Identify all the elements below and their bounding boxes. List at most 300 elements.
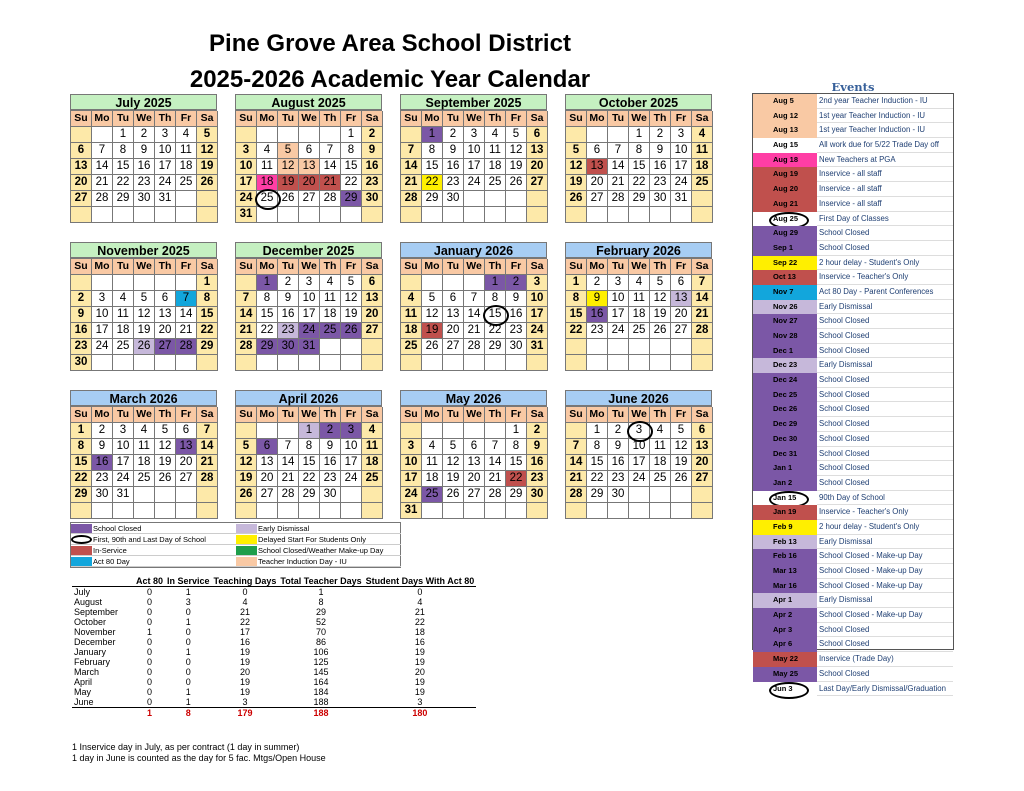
day-cell: 16: [92, 455, 113, 471]
weekday-label: Sa: [527, 111, 548, 127]
event-row: [753, 241, 953, 256]
stats-cell: 0: [185, 627, 191, 637]
day-cell: 7: [464, 291, 485, 307]
day-cell: 16: [527, 455, 548, 471]
empty-cell: [443, 207, 464, 223]
day-cell: 15: [422, 159, 443, 175]
day-cell: 14: [485, 455, 506, 471]
empty-cell: [134, 275, 155, 291]
empty-cell: [278, 207, 299, 223]
event-row: [753, 153, 953, 168]
day-cell: 7: [320, 143, 341, 159]
stats-cell: 0: [147, 587, 153, 597]
day-cell: 22: [629, 175, 650, 191]
event-row: [753, 226, 953, 241]
day-cell: 21: [566, 471, 587, 487]
weekday-label: Sa: [527, 259, 548, 275]
legend-swatch: [236, 546, 257, 555]
day-cell: 2: [587, 275, 608, 291]
day-cell: 2: [92, 423, 113, 439]
empty-cell: [650, 503, 671, 519]
day-cell: 31: [527, 339, 548, 355]
day-cell: 17: [113, 455, 134, 471]
day-cell: 15: [197, 307, 218, 323]
day-cell: 15: [299, 455, 320, 471]
stats-cell: 29: [316, 607, 327, 617]
month-may-2026: [400, 390, 547, 519]
day-cell: 5: [650, 275, 671, 291]
day-cell: 25: [257, 191, 278, 207]
empty-cell: [485, 355, 506, 371]
day-cell: 25: [692, 175, 713, 191]
day-cell: 31: [671, 191, 692, 207]
event-date: Nov 26: [753, 300, 817, 315]
empty-cell: [341, 487, 362, 503]
day-cell: 31: [236, 207, 257, 223]
day-cell: 11: [692, 143, 713, 159]
weekday-label: Sa: [362, 407, 383, 423]
empty-cell: [464, 423, 485, 439]
event-row: [753, 549, 953, 564]
month-january-2026: [400, 242, 547, 371]
day-cell: 9: [506, 291, 527, 307]
day-cell: 20: [155, 323, 176, 339]
day-cell: 20: [71, 175, 92, 191]
day-cell: 13: [299, 159, 320, 175]
day-cell: 9: [608, 439, 629, 455]
event-row: [753, 476, 953, 491]
day-cell: 14: [92, 159, 113, 175]
day-cell: 11: [362, 439, 383, 455]
stats-cell: 70: [316, 627, 327, 637]
day-cell: 27: [362, 323, 383, 339]
day-cell: 23: [134, 175, 155, 191]
stats-cell: 17: [239, 627, 250, 637]
day-cell: 28: [485, 487, 506, 503]
stats-cell: 0: [147, 597, 153, 607]
stats-cell: 1: [318, 587, 324, 597]
day-cell: 23: [587, 323, 608, 339]
event-row: [753, 388, 953, 403]
day-cell: 14: [464, 307, 485, 323]
day-cell: 29: [587, 487, 608, 503]
weekday-label: Su: [566, 259, 587, 275]
month-november-2025: [70, 242, 217, 371]
weekday-label: We: [134, 259, 155, 275]
month-march-2026: [70, 390, 217, 519]
day-cell: 24: [155, 175, 176, 191]
weekday-label: Su: [401, 259, 422, 275]
day-cell: 16: [362, 159, 383, 175]
event-description: School Closed - Make-up Day: [817, 608, 953, 623]
empty-cell: [257, 355, 278, 371]
event-date: Nov 27: [753, 314, 817, 329]
empty-cell: [92, 275, 113, 291]
legend-item: [236, 545, 401, 556]
empty-cell: [443, 355, 464, 371]
day-cell: 3: [113, 423, 134, 439]
day-cell: 10: [527, 291, 548, 307]
empty-cell: [320, 355, 341, 371]
stats-cell: June: [72, 697, 134, 708]
empty-cell: [506, 191, 527, 207]
weekday-label: We: [464, 111, 485, 127]
weekday-label: Tu: [278, 407, 299, 423]
legend-label: School Closed: [93, 523, 142, 533]
weekday-label: Th: [485, 407, 506, 423]
day-cell: 21: [485, 471, 506, 487]
event-row: [753, 667, 953, 682]
event-description: School Closed: [817, 476, 953, 491]
table-row: [72, 607, 476, 617]
stats-cell: 164: [313, 677, 329, 687]
day-cell: 24: [92, 339, 113, 355]
day-cell: 11: [134, 439, 155, 455]
day-cell: 21: [608, 175, 629, 191]
day-cell: 14: [176, 307, 197, 323]
day-cell: 22: [587, 471, 608, 487]
day-cell: 9: [650, 143, 671, 159]
day-cell: 8: [299, 439, 320, 455]
stats-header: In Service: [167, 576, 210, 586]
day-cell: 8: [341, 143, 362, 159]
empty-cell: [464, 275, 485, 291]
day-cell: 26: [566, 191, 587, 207]
day-cell: 22: [113, 175, 134, 191]
empty-cell: [257, 127, 278, 143]
day-cell: 1: [299, 423, 320, 439]
weekday-label: Fr: [341, 407, 362, 423]
empty-cell: [176, 207, 197, 223]
day-cell: 29: [422, 191, 443, 207]
day-cell: 8: [506, 439, 527, 455]
day-cell: 3: [671, 127, 692, 143]
empty-cell: [236, 423, 257, 439]
day-cell: 14: [197, 439, 218, 455]
weekday-label: Th: [650, 259, 671, 275]
weekday-label: Tu: [608, 111, 629, 127]
weekday-label: Tu: [608, 407, 629, 423]
day-cell: 3: [155, 127, 176, 143]
stats-cell: 0: [147, 677, 153, 687]
event-date: Dec 29: [753, 417, 817, 432]
day-cell: 6: [443, 291, 464, 307]
event-row: [753, 447, 953, 462]
event-date: Dec 24: [753, 373, 817, 388]
day-cell: 25: [629, 323, 650, 339]
event-description: New Teachers at PGA: [817, 153, 953, 168]
day-cell: 18: [257, 175, 278, 191]
stats-cell: 3: [364, 697, 477, 708]
empty-cell: [401, 275, 422, 291]
day-cell: 19: [197, 159, 218, 175]
empty-cell: [236, 127, 257, 143]
event-date: Dec 25: [753, 388, 817, 403]
stats-header: Teaching Days: [213, 576, 277, 586]
day-cell: 12: [506, 143, 527, 159]
event-date: Aug 29: [753, 226, 817, 241]
stats-cell: 1: [185, 647, 191, 657]
event-date: Dec 1: [753, 344, 817, 359]
day-cell: 22: [341, 175, 362, 191]
day-cell: 29: [299, 487, 320, 503]
event-description: Early Dismissal: [817, 300, 953, 315]
day-cell: 25: [134, 471, 155, 487]
day-cell: 19: [341, 307, 362, 323]
day-cell: 17: [464, 159, 485, 175]
empty-cell: [71, 503, 92, 519]
day-cell: 10: [629, 439, 650, 455]
event-date: Sep 1: [753, 241, 817, 256]
day-cell: 10: [401, 455, 422, 471]
event-description: Early Dismissal: [817, 358, 953, 373]
event-description: School Closed: [817, 447, 953, 462]
day-cell: 22: [422, 175, 443, 191]
day-cell: 10: [92, 307, 113, 323]
stats-cell: March: [74, 667, 100, 677]
day-cell: 13: [71, 159, 92, 175]
day-cell: 8: [629, 143, 650, 159]
day-cell: 29: [257, 339, 278, 355]
empty-cell: [113, 275, 134, 291]
day-cell: 1: [629, 127, 650, 143]
stats-cell: 0: [147, 607, 153, 617]
empty-cell: [401, 423, 422, 439]
event-row: [753, 637, 953, 652]
day-cell: 26: [197, 175, 218, 191]
day-cell: 6: [362, 275, 383, 291]
empty-cell: [422, 503, 443, 519]
legend-item: [71, 523, 236, 534]
day-cell: 15: [566, 307, 587, 323]
month-title: May 2026: [400, 390, 547, 406]
day-cell: 20: [362, 307, 383, 323]
empty-cell: [443, 503, 464, 519]
stats-cell: 0: [147, 637, 153, 647]
legend-swatch: [71, 535, 92, 544]
empty-cell: [629, 487, 650, 503]
month-title: April 2026: [235, 390, 382, 406]
day-cell: 21: [236, 323, 257, 339]
day-cell: 30: [71, 355, 92, 371]
day-cell: 8: [422, 143, 443, 159]
empty-cell: [608, 127, 629, 143]
empty-cell: [587, 207, 608, 223]
event-description: Inservice - all staff: [817, 197, 953, 212]
stats-cell: 0: [185, 657, 191, 667]
day-cell: 2: [278, 275, 299, 291]
weekday-label: We: [299, 111, 320, 127]
day-cell: 20: [299, 175, 320, 191]
empty-cell: [71, 207, 92, 223]
legend-item: [236, 534, 401, 545]
day-cell: 24: [341, 471, 362, 487]
day-cell: 16: [134, 159, 155, 175]
day-cell: 8: [587, 439, 608, 455]
month-title: October 2025: [565, 94, 712, 110]
stats-cell: 1: [165, 697, 212, 708]
event-row: [753, 358, 953, 373]
stats-cell: July: [74, 587, 91, 597]
month-april-2026: [235, 390, 382, 519]
empty-cell: [692, 339, 713, 355]
day-cell: 20: [464, 471, 485, 487]
empty-cell: [299, 503, 320, 519]
day-cell: 9: [134, 143, 155, 159]
weekday-label: Su: [71, 259, 92, 275]
day-count-table: [72, 576, 476, 718]
day-cell: 13: [587, 159, 608, 175]
empty-cell: [113, 503, 134, 519]
month-september-2025: [400, 94, 547, 223]
event-date: Jan 1: [753, 461, 817, 476]
event-row: [753, 138, 953, 153]
stats-cell: 21: [414, 607, 425, 617]
total-cell: 180: [412, 708, 428, 718]
stats-header: [72, 576, 134, 587]
day-cell: 11: [257, 159, 278, 175]
weekday-label: Mo: [257, 111, 278, 127]
weekday-label: Fr: [506, 111, 527, 127]
weekday-label: Sa: [362, 259, 383, 275]
legend-item: [71, 545, 236, 556]
day-cell: 19: [236, 471, 257, 487]
weekday-label: Th: [650, 407, 671, 423]
day-cell: 10: [155, 143, 176, 159]
month-title: November 2025: [70, 242, 217, 258]
legend-item: [236, 523, 401, 534]
weekday-label: Su: [236, 111, 257, 127]
event-description: Inservice - all staff: [817, 182, 953, 197]
weekday-label: Mo: [92, 407, 113, 423]
day-cell: 10: [236, 159, 257, 175]
day-cell: 13: [464, 455, 485, 471]
legend-swatch: [236, 557, 257, 566]
event-row: [753, 329, 953, 344]
day-cell: 15: [587, 455, 608, 471]
event-row: [753, 432, 953, 447]
weekday-label: Su: [401, 407, 422, 423]
stats-cell: 19: [414, 647, 425, 657]
table-row: [72, 687, 476, 697]
day-cell: 20: [671, 307, 692, 323]
event-date: Aug 15: [773, 140, 799, 150]
day-cell: 19: [671, 455, 692, 471]
event-date: May 22: [753, 652, 817, 667]
empty-cell: [299, 127, 320, 143]
day-cell: 22: [566, 323, 587, 339]
empty-cell: [692, 207, 713, 223]
day-cell: 14: [401, 159, 422, 175]
day-cell: 12: [422, 307, 443, 323]
legend-item: [71, 534, 236, 545]
stats-cell: 3: [185, 597, 191, 607]
day-cell: 6: [527, 127, 548, 143]
day-cell: 16: [587, 307, 608, 323]
stats-cell: 0: [134, 697, 165, 708]
event-description: Inservice (Trade Day): [817, 652, 953, 667]
empty-cell: [527, 207, 548, 223]
event-description: 2nd year Teacher Induction - IU: [817, 94, 953, 109]
day-cell: 20: [587, 175, 608, 191]
month-title: February 2026: [565, 242, 712, 258]
day-cell: 29: [485, 339, 506, 355]
day-cell: 28: [401, 191, 422, 207]
stats-cell: 0: [147, 657, 153, 667]
empty-cell: [341, 503, 362, 519]
stats-cell: April: [74, 677, 93, 687]
weekday-label: Tu: [443, 259, 464, 275]
empty-cell: [341, 355, 362, 371]
empty-cell: [176, 487, 197, 503]
day-cell: 8: [257, 291, 278, 307]
day-cell: 24: [629, 471, 650, 487]
day-cell: 20: [257, 471, 278, 487]
day-cell: 30: [608, 487, 629, 503]
day-cell: 1: [257, 275, 278, 291]
event-row: [753, 197, 953, 212]
weekday-label: We: [629, 111, 650, 127]
event-row: [753, 623, 953, 638]
day-cell: 4: [692, 127, 713, 143]
day-cell: 7: [566, 439, 587, 455]
stats-cell: 19: [414, 677, 425, 687]
day-cell: 15: [113, 159, 134, 175]
empty-cell: [692, 191, 713, 207]
legend-label: Delayed Start For Students Only: [258, 534, 366, 544]
weekday-label: Tu: [113, 259, 134, 275]
day-cell: 28: [566, 487, 587, 503]
stats-cell: 145: [313, 667, 329, 677]
empty-cell: [92, 207, 113, 223]
day-cell: 28: [92, 191, 113, 207]
stats-cell: 1: [147, 627, 153, 637]
day-cell: 4: [485, 127, 506, 143]
weekday-label: Th: [155, 259, 176, 275]
day-cell: 2: [362, 127, 383, 143]
day-cell: 31: [299, 339, 320, 355]
event-row: [753, 652, 953, 667]
stats-cell: 0: [185, 607, 191, 617]
day-cell: 25: [422, 487, 443, 503]
weekday-label: Fr: [671, 407, 692, 423]
day-cell: 30: [320, 487, 341, 503]
day-cell: 13: [692, 439, 713, 455]
stats-cell: 20: [414, 667, 425, 677]
table-row: [72, 677, 476, 687]
day-cell: 22: [299, 471, 320, 487]
empty-cell: [401, 127, 422, 143]
weekday-label: Su: [566, 111, 587, 127]
event-description: All work due for 5/22 Trade Day off: [817, 138, 953, 153]
day-cell: 12: [278, 159, 299, 175]
empty-cell: [197, 503, 218, 519]
stats-cell: 19: [239, 677, 250, 687]
day-cell: 9: [527, 439, 548, 455]
empty-cell: [197, 487, 218, 503]
empty-cell: [134, 207, 155, 223]
empty-cell: [176, 275, 197, 291]
day-cell: 27: [671, 323, 692, 339]
day-cell: 29: [113, 191, 134, 207]
event-description: School Closed: [817, 402, 953, 417]
weekday-label: Mo: [257, 407, 278, 423]
empty-cell: [464, 503, 485, 519]
day-cell: 20: [443, 323, 464, 339]
weekday-label: We: [299, 259, 320, 275]
day-cell: 29: [197, 339, 218, 355]
day-cell: 8: [197, 291, 218, 307]
